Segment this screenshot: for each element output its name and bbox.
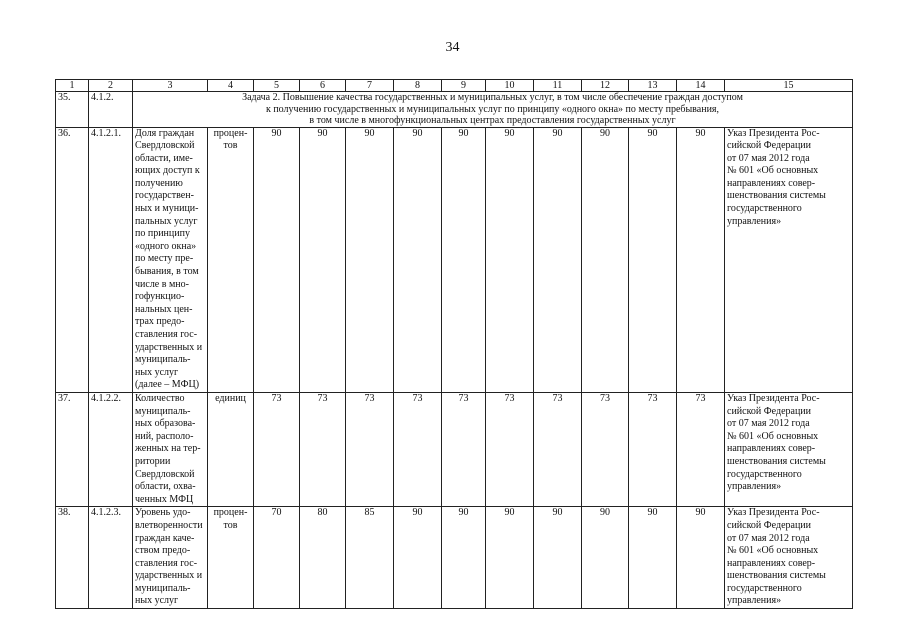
- column-number-cell: 9: [442, 80, 486, 92]
- indicator-name-line: ритории: [135, 455, 171, 467]
- indicator-name-line: женных на тер-: [135, 443, 201, 455]
- value-cell: 90: [442, 127, 486, 392]
- indicator-name: [133, 392, 208, 506]
- value-cell: 90: [394, 507, 442, 609]
- value-cell: 90: [677, 127, 725, 392]
- indicator-name-line: ством предо-: [135, 545, 191, 557]
- value-cell: 90: [582, 507, 629, 609]
- indicator-name-line: Свердловской: [135, 140, 195, 152]
- value-cell: 73: [486, 392, 534, 506]
- indicator-name: [133, 507, 208, 609]
- value-cell: 90: [394, 127, 442, 392]
- source: [725, 392, 853, 506]
- value-cell: 73: [629, 392, 677, 506]
- indicator-table: [55, 79, 853, 609]
- task-text: [133, 92, 853, 128]
- source-line: государственного: [727, 582, 802, 594]
- source-line: сийской Федерации: [727, 519, 812, 531]
- column-number-cell: 5: [254, 80, 300, 92]
- unit: [208, 127, 254, 392]
- value-cell: 73: [300, 392, 346, 506]
- indicator-name-line: «одного окна»: [135, 240, 197, 252]
- value-cell: 73: [582, 392, 629, 506]
- column-number-cell: 8: [394, 80, 442, 92]
- unit: [208, 507, 254, 609]
- source-line: направлениях совер-: [727, 557, 816, 569]
- value-cell: 73: [677, 392, 725, 506]
- indicator-name-line: трах предо-: [135, 316, 185, 328]
- indicator-name-line: получению: [135, 177, 183, 189]
- task-code: 4.1.2.: [89, 92, 133, 128]
- value-cell: 90: [677, 507, 725, 609]
- indicator-name-line: ных услуг: [135, 366, 179, 378]
- column-number-cell: 3: [133, 80, 208, 92]
- value-cell: 73: [254, 392, 300, 506]
- source-line: шенствования системы: [727, 570, 826, 582]
- source-line: от 07 мая 2012 года: [727, 152, 810, 164]
- source-line: шенствования системы: [727, 455, 826, 467]
- value-cell: 90: [582, 127, 629, 392]
- source-line: Указ Президента Рос-: [727, 127, 820, 139]
- value-cell: 90: [629, 507, 677, 609]
- table-row: [56, 127, 853, 392]
- task-row: [56, 92, 853, 128]
- source-line: сийской Федерации: [727, 140, 812, 152]
- row-code: 4.1.2.2.: [89, 392, 133, 506]
- value-cell: 90: [346, 127, 394, 392]
- column-number-cell: 15: [725, 80, 853, 92]
- value-cell: 90: [486, 127, 534, 392]
- task-line: к получению государственных и муниципальных услуг по принципу «одного окна» по месту пребывания,: [265, 103, 720, 115]
- indicator-name-line: ставления гос-: [135, 329, 198, 340]
- value-cell: 90: [534, 127, 582, 392]
- indicator-name-line: ний, располо-: [135, 430, 194, 442]
- indicator-name-line: по принципу: [135, 228, 190, 240]
- unit: [208, 392, 254, 506]
- unit-line: тов: [223, 140, 238, 152]
- unit-line: единиц: [215, 392, 246, 404]
- source-line: от 07 мая 2012 года: [727, 418, 810, 430]
- indicator-name-line: Уровень удо-: [135, 507, 191, 519]
- indicator-name-line: Количество: [135, 392, 185, 404]
- indicator-name-line: бывания, в том: [135, 266, 199, 278]
- indicator-name-line: муниципаль-: [135, 582, 191, 594]
- indicator-name-line: (далее – МФЦ): [135, 379, 200, 391]
- unit-line: процен-: [213, 127, 248, 139]
- indicator-name-line: влетворенности: [135, 519, 203, 531]
- column-number-cell: 12: [582, 80, 629, 92]
- indicator-name-line: ставления гос-: [135, 557, 198, 569]
- column-number-cell: 10: [486, 80, 534, 92]
- column-number-cell: 11: [534, 80, 582, 92]
- row-number: 38.: [56, 507, 89, 609]
- source-line: управления»: [727, 215, 782, 227]
- source-line: от 07 мая 2012 года: [727, 532, 810, 544]
- value-cell: 73: [442, 392, 486, 506]
- source-line: управления»: [727, 595, 782, 607]
- indicator-name-line: ченных МФЦ: [135, 493, 194, 505]
- column-number-cell: 14: [677, 80, 725, 92]
- column-number-cell: 7: [346, 80, 394, 92]
- value-cell: 90: [442, 507, 486, 609]
- column-number-cell: 1: [56, 80, 89, 92]
- source: [725, 507, 853, 609]
- row-code: 4.1.2.1.: [89, 127, 133, 392]
- task-line: в том числе в многофункциональных центрах предоставления государственных услуг: [309, 115, 676, 126]
- column-number-cell: 13: [629, 80, 677, 92]
- row-number: 36.: [56, 127, 89, 392]
- value-cell: 90: [486, 507, 534, 609]
- table-row: [56, 507, 853, 609]
- value-cell: 90: [300, 127, 346, 392]
- indicator-name-line: муниципаль-: [135, 354, 191, 366]
- source-line: Указ Президента Рос-: [727, 392, 820, 404]
- source-line: Указ Президента Рос-: [727, 507, 820, 519]
- indicator-name-line: муниципаль-: [135, 405, 191, 417]
- column-number-row: [56, 80, 853, 92]
- indicator-name: [133, 127, 208, 392]
- value-cell: 90: [534, 507, 582, 609]
- indicator-name-line: ющих доступ к: [135, 165, 200, 177]
- row-number: 37.: [56, 392, 89, 506]
- source: [725, 127, 853, 392]
- indicator-name-line: ных и муници-: [135, 203, 199, 215]
- indicator-name-line: числе в мно-: [135, 278, 189, 290]
- indicator-name-line: области, охва-: [135, 481, 196, 493]
- source-line: № 601 «Об основных: [727, 430, 819, 442]
- indicator-name-line: граждан каче-: [135, 532, 195, 544]
- indicator-name-line: Свердловской: [135, 468, 195, 480]
- indicator-name-line: по месту пре-: [135, 253, 194, 265]
- row-code: 4.1.2.3.: [89, 507, 133, 609]
- column-number-cell: 6: [300, 80, 346, 92]
- source-line: направлениях совер-: [727, 177, 816, 189]
- indicator-name-line: гофункцио-: [135, 291, 185, 303]
- value-cell: 73: [346, 392, 394, 506]
- value-cell: 90: [254, 127, 300, 392]
- value-cell: 90: [629, 127, 677, 392]
- source-line: государственного: [727, 468, 802, 480]
- indicator-name-line: пальных услуг: [135, 215, 198, 227]
- value-cell: 85: [346, 507, 394, 609]
- task-line: Задача 2. Повышение качества государственных и муниципальных услуг, в том числе обеспечение граждан доступом: [242, 92, 743, 103]
- task-number: 35.: [56, 92, 89, 128]
- indicator-name-line: Доля граждан: [135, 127, 195, 139]
- unit-line: тов: [223, 519, 238, 531]
- source-line: № 601 «Об основных: [727, 165, 819, 177]
- column-number-cell: 2: [89, 80, 133, 92]
- value-cell: 70: [254, 507, 300, 609]
- source-line: № 601 «Об основных: [727, 545, 819, 557]
- page-number: 34: [445, 40, 460, 55]
- indicator-name-line: ударственных и: [135, 341, 203, 353]
- source-line: направлениях совер-: [727, 443, 816, 455]
- column-number-cell: 4: [208, 80, 254, 92]
- value-cell: 73: [534, 392, 582, 506]
- source-line: сийской Федерации: [727, 405, 812, 417]
- indicator-name-line: области, име-: [135, 152, 193, 164]
- source-line: управления»: [727, 481, 782, 493]
- value-cell: 73: [394, 392, 442, 506]
- source-line: государственного: [727, 203, 802, 215]
- source-line: шенствования системы: [727, 190, 826, 202]
- indicator-name-line: нальных цен-: [135, 303, 193, 315]
- indicator-name-line: ударственных и: [135, 570, 203, 582]
- indicator-name-line: ных образова-: [135, 418, 196, 430]
- value-cell: 80: [300, 507, 346, 609]
- table-row: [56, 392, 853, 506]
- indicator-name-line: ных услуг: [135, 595, 179, 607]
- indicator-name-line: государствен-: [135, 190, 194, 202]
- unit-line: процен-: [213, 507, 248, 519]
